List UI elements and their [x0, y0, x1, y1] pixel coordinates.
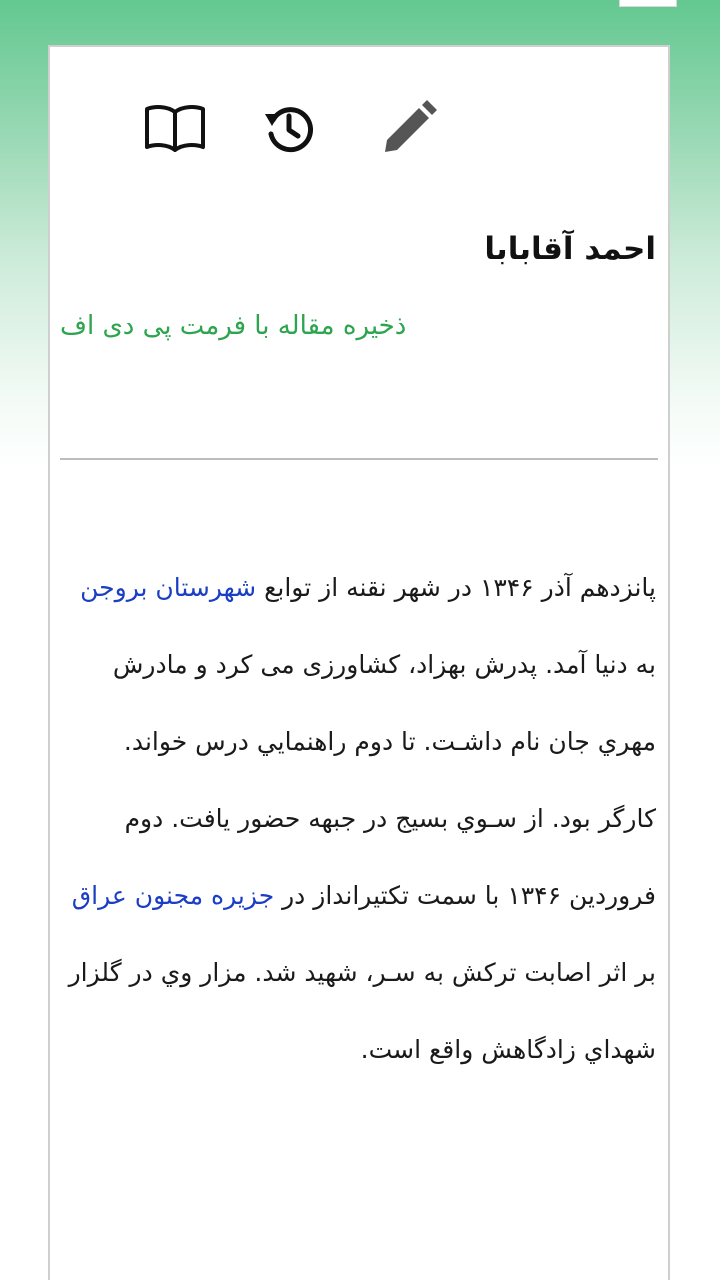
body-text-1: پانزدهم آذر ۱۳۴۶ در شهر نقنه از توابع	[256, 573, 656, 602]
link-borujen-county[interactable]: شهرستان بروجن	[80, 573, 257, 602]
read-button[interactable]	[140, 95, 210, 161]
article-title: احمد آقابابا	[484, 231, 656, 267]
history-icon	[261, 100, 317, 156]
history-button[interactable]	[254, 95, 324, 161]
save-pdf-link[interactable]: ذخیره مقاله با فرمت پی دی اف	[60, 311, 407, 341]
body-text-3: بر اثر اصابت تركش به سـر، شهيد شد. مزار وي در گلزار شهداي زادگاهش واقع است.	[68, 958, 656, 1064]
corner-tab	[620, 0, 676, 6]
divider	[60, 458, 658, 460]
body-text-2: به دنيا آمد. پدرش بهزاد، کشاورزی می كرد و مادرش مهري جان نام داشـت. تا دوم راهنمايي درس خواند. كارگر بود. از سـوي بسيج در جبهه حضور يافت. دوم فروردين ۱۳۴۶ با سمت تکتیرانداز در	[112, 650, 656, 910]
pencil-icon	[379, 98, 439, 158]
article-body	[60, 549, 656, 1088]
edit-button[interactable]	[374, 95, 444, 161]
article-toolbar	[140, 95, 460, 165]
article-card	[48, 45, 670, 1280]
link-majnoon-island[interactable]: جزیره مجنون عراق	[71, 881, 275, 910]
book-open-icon	[143, 102, 207, 154]
